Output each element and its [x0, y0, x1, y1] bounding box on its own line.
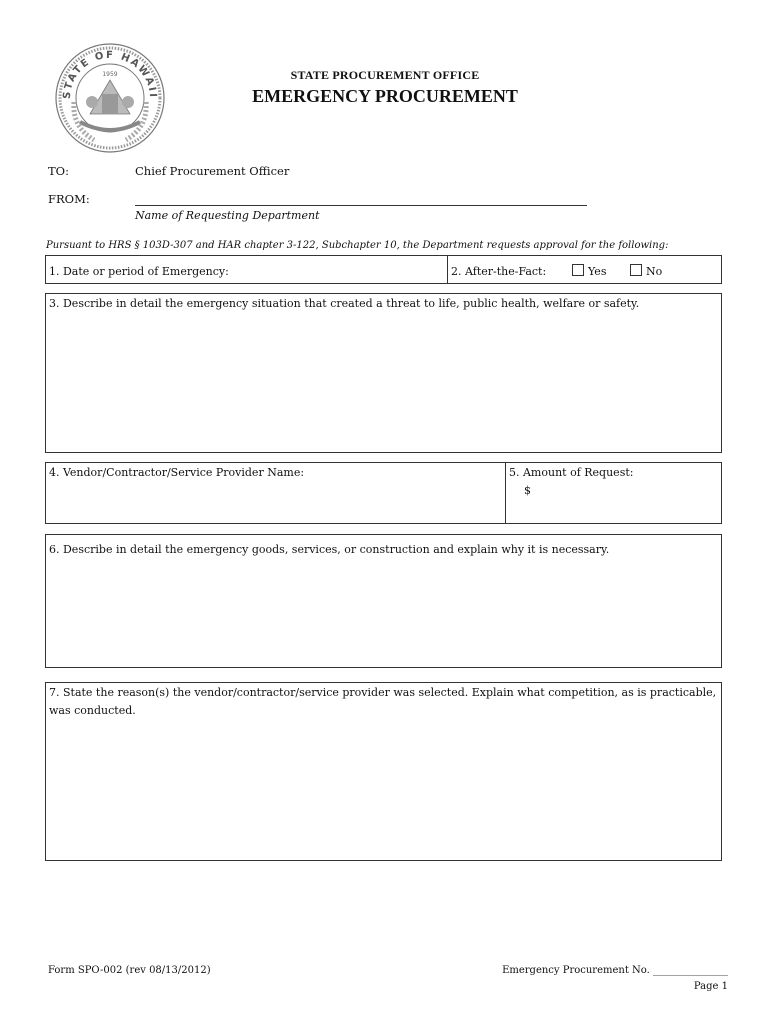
yes-option[interactable] [572, 263, 606, 281]
form-id: Form SPO-002 (rev 08/13/2012) [48, 965, 211, 976]
pursuant-statement: Pursuant to HRS § 103D-307 and HAR chapter 3-122, Subchapter 10, the Department requests approval for the following: [46, 240, 669, 251]
page-number: Page 1 [693, 981, 728, 992]
vendor-name-label: 4. Vendor/Contractor/Service Provider Name: [49, 466, 305, 479]
procurement-number: Emergency Procurement No. _______________ [502, 965, 728, 976]
date-field-box[interactable] [45, 255, 448, 284]
after-the-fact-label: 2. After-the-Fact: [451, 265, 547, 278]
from-underline [135, 205, 587, 206]
yes-checkbox[interactable] [572, 264, 584, 276]
goods-description-label: 6. Describe in detail the emergency goods, services, or construction and explain why it is necessary. [49, 543, 610, 556]
after-the-fact-box [447, 255, 722, 284]
amount-label: 5. Amount of Request: [509, 466, 634, 479]
vendor-selection-label: 7. State the reason(s) the vendor/contractor/service provider was selected. Explain what competition, as is practicable, was conducted. [49, 686, 717, 717]
date-label: 1. Date or period of Emergency: [49, 265, 229, 278]
currency-symbol: $ [524, 484, 531, 497]
emergency-description-box[interactable] [45, 293, 722, 453]
department-caption: Name of Requesting Department [135, 209, 320, 222]
no-option[interactable] [630, 263, 662, 281]
vendor-selection-box[interactable] [45, 682, 722, 861]
from-label: FROM: [48, 192, 90, 206]
svg-text:1959: 1959 [102, 71, 118, 78]
vendor-name-box[interactable] [45, 462, 506, 524]
emergency-description-label: 3. Describe in detail the emergency situation that created a threat to life, public health, welfare or safety. [49, 297, 640, 310]
amount-box[interactable] [505, 462, 722, 524]
no-checkbox[interactable] [630, 264, 642, 276]
no-label: No [646, 265, 663, 278]
svg-text:STATE OF HAWAII: STATE OF HAWAII [61, 49, 159, 100]
goods-description-box[interactable] [45, 534, 722, 668]
office-name: STATE PROCUREMENT OFFICE [290, 68, 480, 82]
yes-label: Yes [588, 265, 607, 278]
to-label: TO: [48, 164, 69, 178]
form-title: EMERGENCY PROCUREMENT [252, 86, 518, 106]
to-value: Chief Procurement Officer [135, 164, 290, 178]
